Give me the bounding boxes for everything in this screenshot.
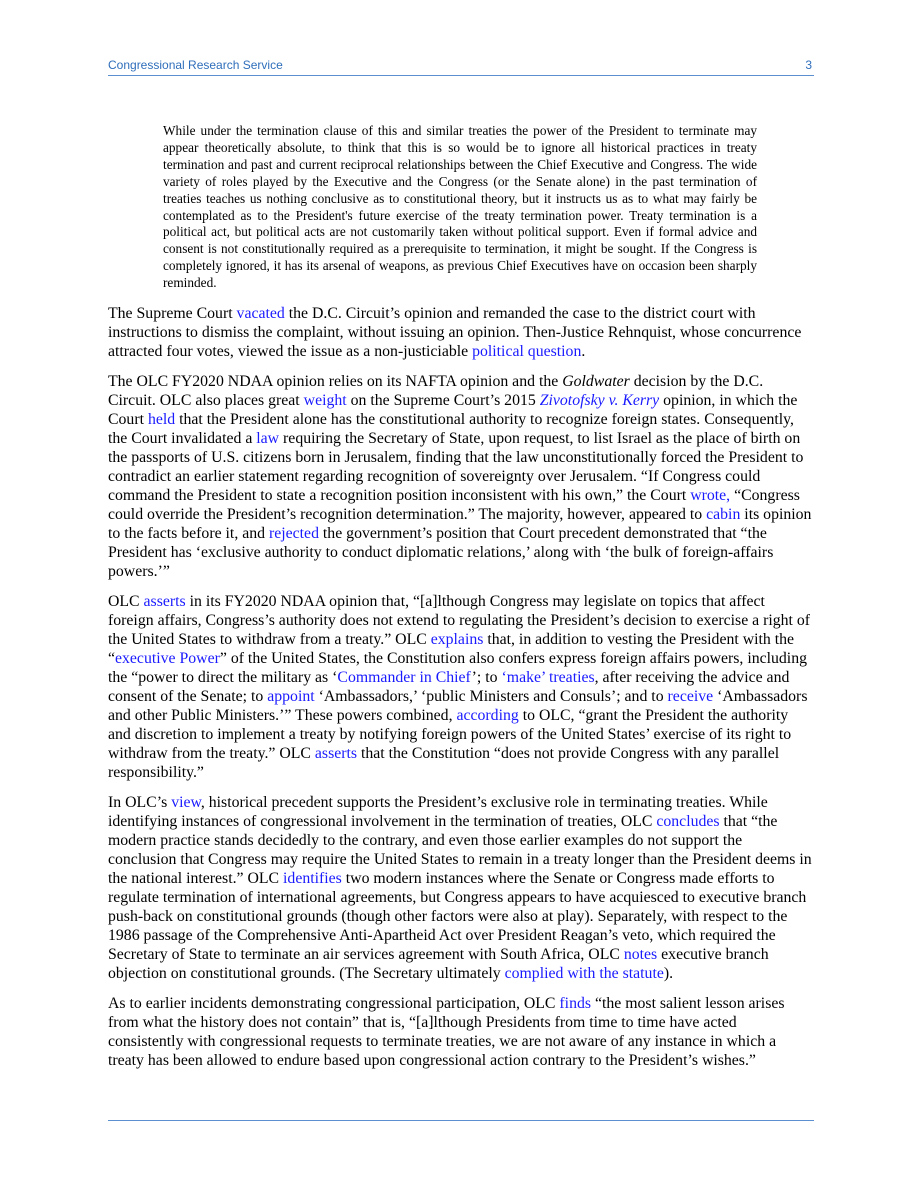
link-concludes[interactable]: concludes <box>656 813 720 830</box>
case-name-goldwater: Goldwater <box>562 373 630 390</box>
link-political-question[interactable]: political question <box>472 343 582 360</box>
link-receive[interactable]: receive <box>667 688 714 705</box>
link-explains[interactable]: explains <box>430 631 484 648</box>
page-header <box>108 58 814 74</box>
paragraph-2: The OLC FY2020 NDAA opinion relies on its NAFTA opinion and the Goldwater decision by the D.C. Circuit. OLC also places great weight on the Supreme Court’s 2015 Zivotofsky v. Kerry opinion, in which the Court held that the President alone has the constitutional authority to recognize foreign states. Consequently, the Court invalidated a law requiring the Secretary of State, upon request, to list Israel as the place of birth on the passports of U.S. citizens born in Jerusalem, finding that the law unconstitutionally forced the President to contradict an earlier statement regarding recognition of sovereignty over Jerusalem. “If Congress could command the President to state a recognition position inconsistent with his own,” the Court wrote, “Congress could override the President’s recognition determination.” The majority, however, appeared to cabin its opinion to the facts before it, and rejected the government’s position that Court precedent demonstrated that “the President has ‘exclusive authority to conduct diplomatic relations,’ along with ‘the bulk of foreign-affairs powers.’” <box>108 373 812 580</box>
paragraph-1: The Supreme Court vacated the D.C. Circuit’s opinion and remanded the case to the district court with instructions to dismiss the complaint, without issuing an opinion. Then-Justice Rehnquist, whose concurrence attracted four votes, viewed the issue as a non-justiciable political question. <box>108 305 802 360</box>
link-zivotofsky-v-kerry[interactable]: Zivotofsky v. Kerry <box>539 392 660 409</box>
link-according[interactable]: according <box>456 707 519 724</box>
link-notes[interactable]: notes <box>623 946 658 963</box>
link-make-treaties[interactable]: ‘make’ treaties <box>501 669 595 686</box>
link-weight[interactable]: weight <box>303 392 347 409</box>
link-complied-with-statute[interactable]: complied with the statute <box>504 965 664 982</box>
paragraph-5: As to earlier incidents demonstrating congressional participation, OLC finds “the most salient lesson arises from what the history does not contain” that is, “[a]lthough Presidents from time to time have acted consistently with congressional requests to terminate treaties, we are not aware of any instance in which a treaty has been allowed to endure based upon congressional action contrary to the President’s wishes.” <box>108 995 785 1069</box>
page-number: 3 <box>805 58 812 72</box>
link-rejected[interactable]: rejected <box>268 525 319 542</box>
link-law[interactable]: law <box>256 430 280 447</box>
link-appoint[interactable]: appoint <box>267 688 315 705</box>
body-text <box>108 304 814 1081</box>
link-asserts-2[interactable]: asserts <box>314 745 358 762</box>
header-title: Congressional Research Service <box>108 58 283 72</box>
link-held[interactable]: held <box>147 411 176 428</box>
paragraph-4: In OLC’s view, historical precedent supports the President’s exclusive role in terminating treaties. While identifying instances of congressional involvement in the termination of treaties, OLC concludes that “the modern practice stands decidedly to the contrary, and even those earlier examples do not support the conclusion that Congress may require the United States to remain in a treaty longer than the President deems in the national interest.” OLC identifies two modern instances where the Senate or Congress made efforts to regulate termination of international agreements, but Congress appears to have acquiesced to executive branch push-back on constitutional grounds (though other factors were also at play). Separately, with respect to the 1986 passage of the Comprehensive Anti-Apartheid Act over President Reagan’s veto, which required the Secretary of State to terminate an air services agreement with South Africa, OLC notes executive branch objection on constitutional grounds. (The Secretary ultimately complied with the statute). <box>108 794 812 982</box>
link-commander-in-chief[interactable]: Commander in Chief <box>337 669 472 686</box>
link-identifies[interactable]: identifies <box>283 870 342 887</box>
footer-rule <box>108 1120 814 1121</box>
paragraph-3: OLC asserts in its FY2020 NDAA opinion that, “[a]lthough Congress may legislate on topics that affect foreign affairs, Congress’s authority does not extend to regulating the President’s decision to exercise a right of the United States to withdraw from a treaty.” OLC explains that, in addition to vesting the President with the “executive Power” of the United States, the Constitution also confers express foreign affairs powers, including the “power to direct the military as ‘Commander in Chief’; to ‘make’ treaties, after receiving the advice and consent of the Senate; to appoint ‘Ambassadors,’ ‘public Ministers and Consuls’; and to receive ‘Ambassadors and other Public Ministers.’” These powers combined, according to OLC, “grant the President the authority and discretion to implement a treaty by notifying foreign powers of the United States’ exercise of its right to withdraw from the treaty.” OLC asserts that the Constitution “does not provide Congress with any parallel responsibility.” <box>108 593 811 781</box>
link-finds[interactable]: finds <box>559 995 592 1012</box>
link-cabin[interactable]: cabin <box>706 506 741 523</box>
link-asserts[interactable]: asserts <box>143 593 186 610</box>
link-executive-power[interactable]: executive Power <box>115 650 220 667</box>
block-quote: While under the termination clause of this and similar treaties the power of the President to terminate may appear theoretically absolute, to think that this is so would be to ignore all historical practices in treaty termination and past and current reciprocal relationships between the Chief Executive and Congress. The wide variety of roles played by the Executive and the Congress (or the Senate alone) in the past termination of treaties teaches us nothing conclusive as to constitutional theory, but it instructs us as to what may fairly be contemplated as to the President's future exercise of the treaty termination power. Treaty termination is a political act, but political acts are not customarily taken without political support. Even if formal advice and consent is not constitutionally required as a prerequisite to termination, it might be sought. If the Congress is completely ignored, it has its arsenal of weapons, as previous Chief Executives have on occasion been sharply reminded. <box>163 123 757 291</box>
link-view[interactable]: view <box>171 794 201 811</box>
link-wrote[interactable]: wrote, <box>690 487 731 504</box>
link-vacated[interactable]: vacated <box>236 305 285 322</box>
header-rule <box>108 75 814 76</box>
